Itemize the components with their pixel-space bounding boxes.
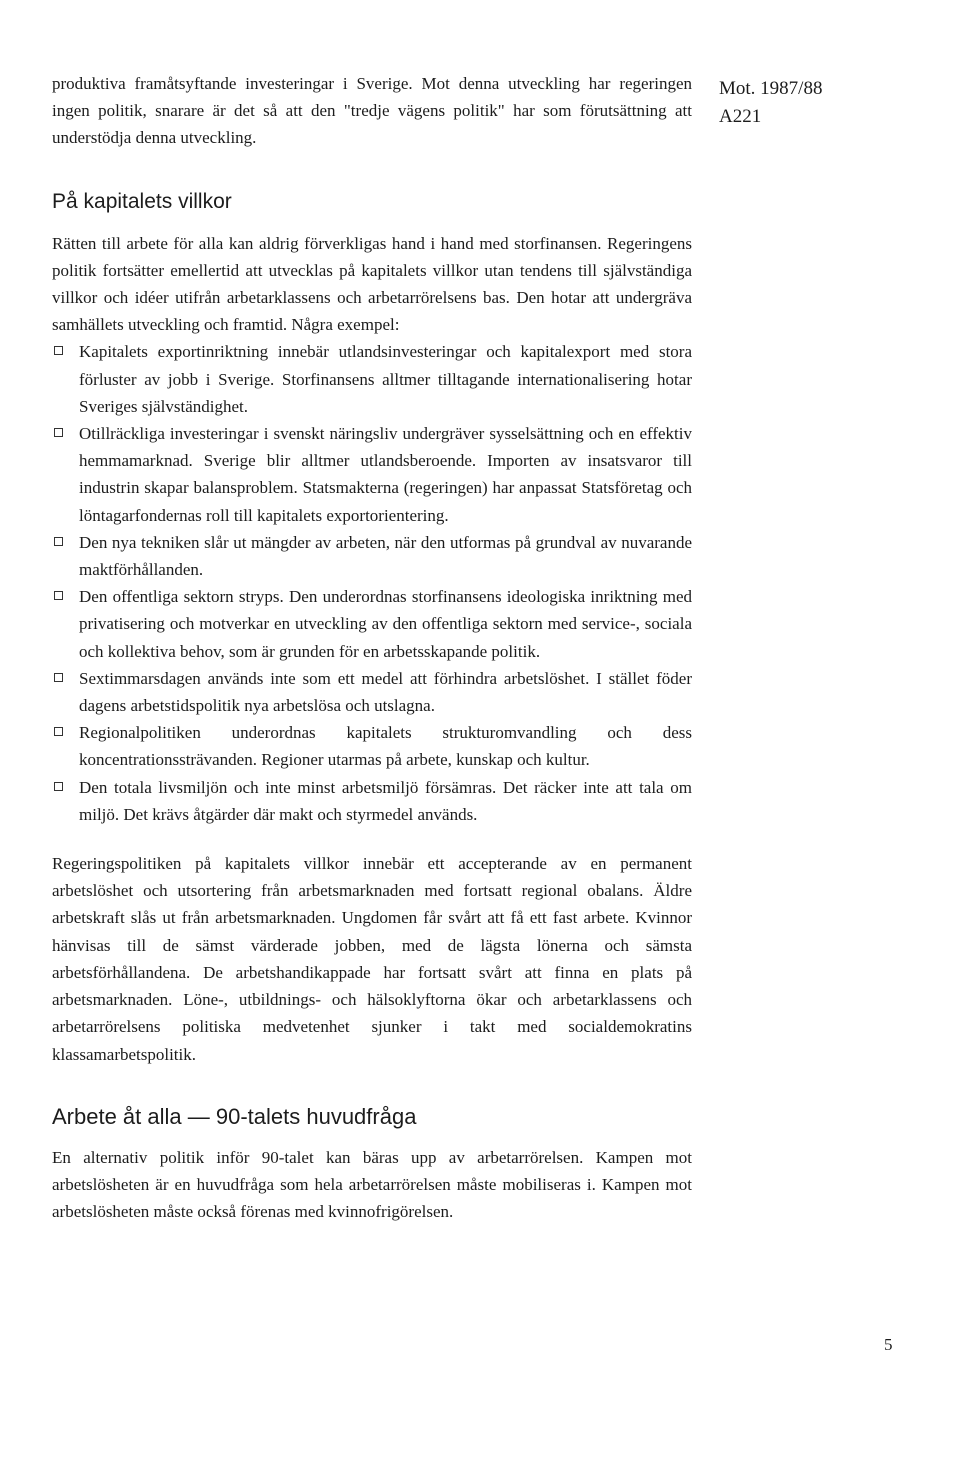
- list-item: [52, 420, 692, 529]
- checkbox-square-icon: [54, 537, 63, 546]
- list-item: [52, 665, 692, 719]
- margin-reference: [719, 75, 879, 131]
- section1-paragraph: Rätten till arbete för alla kan aldrig förverkligas hand i hand med storfinansen. Regeringens politik fortsätter emellertid att utvecklas på kapitalets villkor utan tendens till självständiga villkor och idéer utifrån arbetarklassens och arbetarrörelsens bas. Den hotar att undergräva samhällets utveckling och framtid. Några exempel:: [52, 233, 692, 335]
- list-item: [52, 338, 692, 420]
- examples-list: [52, 338, 692, 828]
- list-item-text: Otillräckliga investeringar i svenskt näringsliv undergräver sysselsättning och en effektiv hemmamarknad. Sverige blir alltmer utlandsberoende. Importen av insatsvaror till industrin skapar balansproblem. Statsmakterna (regeringen) har anpassat Statsföretag och löntagarfondernas roll till kapitalets exportorientering.: [79, 424, 692, 525]
- closing-paragraph: Regeringspolitiken på kapitalets villkor innebär ett accepterande av en permanent arbetslöshet och utsortering från arbetsmarknaden med fortsatt regional obalans. Äldre arbetskraft slås ut från arbetsmarknaden. Ungdomen får svårt att få ett fast arbete. Kvinnor hänvisas till de sämst värderade jobben, med de lägsta lönerna och sämsta arbetsförhållandena. De arbetshandikappade har fortsatt svårt att finna en plats på arbetsmarknaden. Löne-, utbildnings- och hälsoklyftorna ökar och arbetarklassens och arbetarrörelsens politiska medvetenhet sjunker i takt med socialdemokratins klassamarbetspolitik.: [52, 854, 692, 1064]
- list-item-text: Den nya tekniken slår ut mängder av arbeten, när den utformas på grundval av nuvarande maktförhållanden.: [79, 532, 692, 580]
- main-column: [52, 70, 692, 1225]
- checkbox-square-icon: [54, 727, 63, 736]
- list-item-text: Sextimmarsdagen används inte som ett medel att förhindra arbetslöshet. I stället föder dagens arbetstidspolitik nya arbetslösa och utslagna.: [79, 668, 692, 716]
- section-heading-arbete-at-alla: Arbete åt alla — 90-talets huvudfråga: [52, 1103, 417, 1129]
- list-item: [52, 583, 692, 665]
- list-item-text: Kapitalets exportinriktning innebär utlandsinvesteringar och kapitalexport med stora förluster av jobb i Sverige. Storfinansens alltmer tilltagande internationalisering hotar Sveriges självständighet.: [79, 342, 692, 416]
- list-item: [52, 529, 692, 583]
- motion-number: Mot. 1987/88: [719, 78, 823, 99]
- checkbox-square-icon: [54, 346, 63, 355]
- motion-code: A221: [719, 106, 762, 127]
- section2-paragraph: En alternativ politik inför 90-talet kan bäras upp av arbetarrörelsen. Kampen mot arbetslösheten är en huvudfråga som hela arbetarrörelsen måste mobiliseras i. Kampen mot arbetslösheten måste också förenas med kvinnofrigörelsen.: [52, 1147, 692, 1222]
- intro-paragraph: produktiva framåtsyftande investeringar i Sverige. Mot denna utveckling har regeringen ingen politik, snarare är det så att den "tredje vägens politik" har som förutsättning att understödja denna utveckling.: [52, 74, 692, 148]
- list-item-text: Den totala livsmiljön och inte minst arbetsmiljö försämras. Det räcker inte att tala om miljö. Det krävs åtgärder där makt och styrmedel används.: [79, 777, 692, 824]
- checkbox-square-icon: [54, 673, 63, 682]
- list-item: [52, 719, 692, 773]
- list-item-text: Den offentliga sektorn stryps. Den underordnas storfinansens ideologiska inriktning med privatisering och motverkar en utveckling av den offentliga sektorn med service-, sociala och kollektiva behov, som är grunden för en arbetsskapande politik.: [79, 587, 692, 661]
- list-item: [52, 774, 692, 828]
- section-heading-kapitalets-villkor: På kapitalets villkor: [52, 189, 232, 213]
- checkbox-square-icon: [54, 428, 63, 437]
- checkbox-square-icon: [54, 782, 63, 791]
- list-item-text: Regionalpolitiken underordnas kapitalets strukturomvandling och dess koncentrationssträvanden. Regioner utarmas på arbete, kunskap och kultur.: [79, 723, 692, 770]
- checkbox-square-icon: [54, 591, 63, 600]
- page-number: 5: [884, 1335, 893, 1354]
